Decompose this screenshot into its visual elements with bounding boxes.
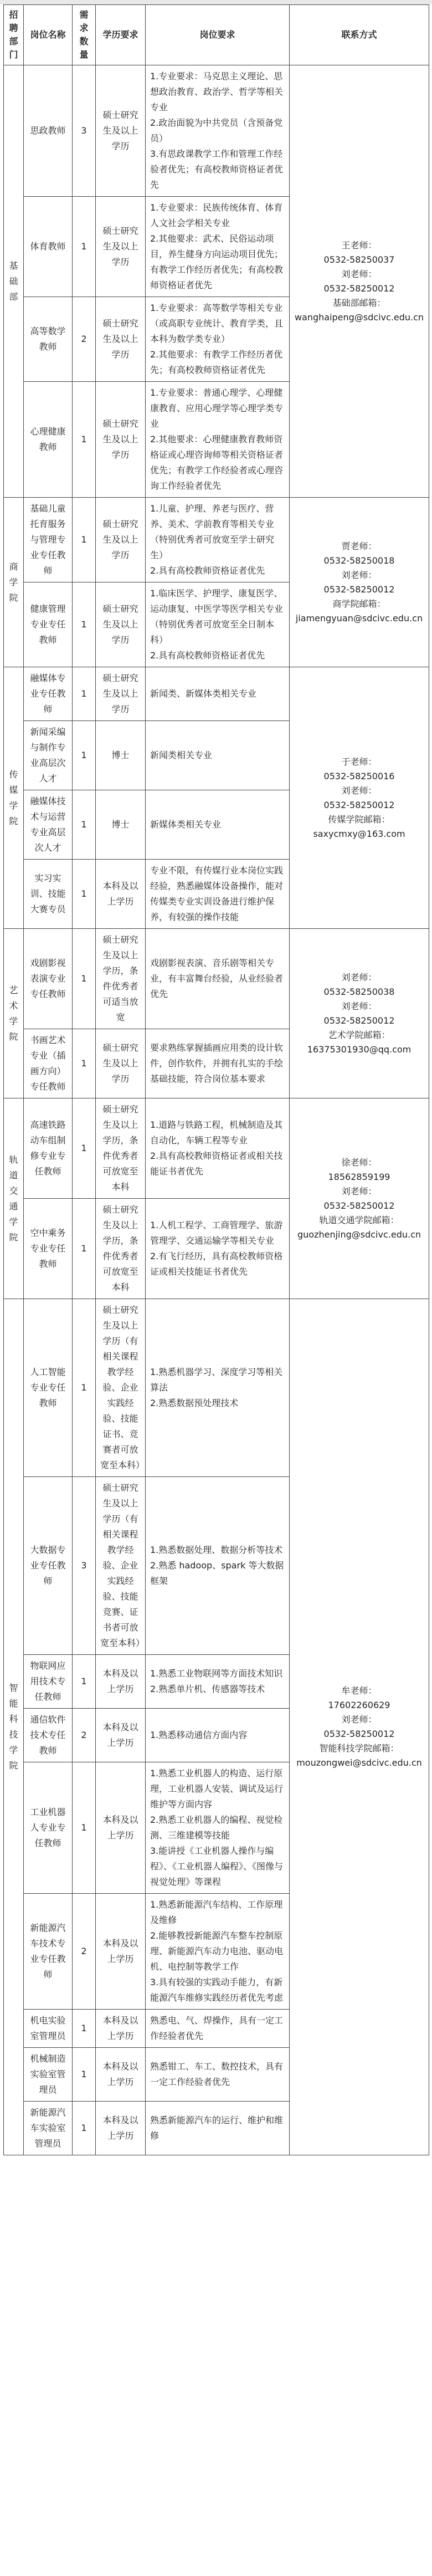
post-cell: 新闻采编与制作专业高层次人才 — [24, 721, 73, 790]
dept-cell: 基础部 — [4, 65, 24, 498]
edu-cell: 硕士研究生及以上学历，条件优秀者可适当放宽 — [96, 929, 146, 1029]
edu-cell: 本科及以上学历 — [96, 860, 146, 929]
table-row — [4, 929, 429, 1029]
requirement-cell: 新闻类相关专业 — [146, 721, 290, 790]
edu-cell: 硕士研究生及以上学历（有相关课程教学经验、企业实践经验、技能证书、竞赛者可放宽至本科） — [96, 1299, 146, 1477]
post-cell: 工业机器人专业专任教师 — [24, 1762, 73, 1894]
requirement-cell: 1.熟悉工业机器人的构造、运行原理，工业机器人安装、调试及运行维护等方面内容 2.熟悉工业机器人的编程、视觉检测、三维建模等技能 3.能讲授《工业机器人操作与编程》、《工业机器人编程》、《图像与视觉处理》等课程 — [146, 1762, 290, 1894]
top-edge-strip — [0, 0, 432, 4]
requirement-cell: 1.儿童、护理、养老与医疗、营养、美术、学前教育等相关专业（特别优秀者可放宽至学士研究生） 2.具有高校教师资格证者优先 — [146, 498, 290, 582]
header-contact: 联系方式 — [290, 5, 429, 65]
requirement-cell: 1.专业要求：高等数学等相关专业（或高职专业统计、教育学类，且本科为数学类专业） 2.其他要求：有教学工作经历者优先；有高校教师资格证者优先 — [146, 297, 290, 382]
post-cell: 物联网应用技术专任教师 — [24, 1655, 73, 1709]
count-cell: 1 — [73, 1029, 96, 1098]
edu-cell: 硕士研究生及以上学历 — [96, 382, 146, 498]
post-cell: 机电实验室管理员 — [24, 2010, 73, 2048]
requirement-cell: 1.熟悉工业物联网等方面技术知识 2.熟悉单片机、传感器等技术 — [146, 1655, 290, 1709]
post-cell: 实习实训、技能大赛专员 — [24, 860, 73, 929]
edu-cell: 硕士研究生及以上学历 — [96, 582, 146, 667]
count-cell: 2 — [73, 1709, 96, 1762]
post-cell: 高速铁路动车组制修专业专任教师 — [24, 1098, 73, 1199]
contact-cell: 徐老师： 18562859199 刘老师： 0532-58250012 轨道交通学院邮箱： guozhenjing@sdcivc.edu.cn — [290, 1098, 429, 1299]
requirement-cell: 1.熟悉移动通信方面内容 — [146, 1709, 290, 1762]
recruitment-table-wrapper — [3, 4, 429, 2155]
requirement-cell: 1.熟悉机器学习、深度学习等相关算法 2.熟悉数据预处理技术 — [146, 1299, 290, 1477]
post-cell: 新能源汽车实验室管理员 — [24, 2102, 73, 2155]
count-cell: 3 — [73, 65, 96, 197]
dept-cell: 艺术学院 — [4, 929, 24, 1098]
post-cell: 书画艺术专业（插画方向）专任教师 — [24, 1029, 73, 1098]
post-cell: 人工智能专业专任教师 — [24, 1299, 73, 1477]
requirement-cell: 戏剧影视表演、音乐剧等相关专业，有丰富舞台经验，从业经验者优先 — [146, 929, 290, 1029]
post-cell: 心理健康教师 — [24, 382, 73, 498]
count-cell: 1 — [73, 721, 96, 790]
post-cell: 基础儿童托育服务与管理专业专任教师 — [24, 498, 73, 582]
count-cell: 3 — [73, 1477, 96, 1655]
requirement-cell: 要求熟练掌握插画应用类的设计软件，创作软件，并拥有扎实的手绘基础技能，符合岗位基本要求 — [146, 1029, 290, 1098]
contact-cell: 刘老师： 0532-58250038 刘老师： 0532-58250012 艺术学院邮箱： 16375301930@qq.com — [290, 929, 429, 1098]
edu-cell: 硕士研究生及以上学历 — [96, 1029, 146, 1098]
count-cell: 1 — [73, 860, 96, 929]
requirement-cell: 专业不限，有传媒行业本岗位实践经验，熟悉融媒体设备操作，能对传媒类专业实训设备进行维护保养，有较强的操作技能 — [146, 860, 290, 929]
count-cell: 1 — [73, 582, 96, 667]
contact-cell: 王老师： 0532-58250037 刘老师： 0532-58250012 基础部邮箱： wanghaipeng@sdcivc.edu.cn — [290, 65, 429, 498]
contact-cell: 牟老师： 17602260629 刘老师： 0532-58250012 智能科技学院邮箱： mouzongwei@sdcivc.edu.cn — [290, 1299, 429, 2155]
requirement-cell: 1.道路与铁路工程，机械制造及其自动化，车辆工程等专业 2.具有高校教师资格证者或相关技能证书者优先 — [146, 1098, 290, 1199]
count-cell: 1 — [73, 1098, 96, 1199]
requirement-cell: 1.专业要求：普通心理学、心理健康教育、应用心理学等心理学类专业 2.其他要求：心理健康教育教师资格证或心理咨询师等相关资格证者优先；有教学工作经验者或心理咨询工作经验者优先 — [146, 382, 290, 498]
edu-cell: 硕士研究生及以上学历，条件优秀者可放宽至本科 — [96, 1199, 146, 1299]
requirement-cell: 1.专业要求：马克思主义理论、思想政治教育、政治学、哲学等相关专业 2.政治面貌为中共党员（含预备党员） 3.有思政课教学工作和管理工作经验者优先；有高校教师资格证者优先 — [146, 65, 290, 197]
header-req: 岗位要求 — [146, 5, 290, 65]
post-cell: 思政教师 — [24, 65, 73, 197]
post-cell: 高等数学教师 — [24, 297, 73, 382]
count-cell: 1 — [73, 2010, 96, 2048]
table-row — [4, 667, 429, 721]
table-body — [4, 65, 429, 2155]
post-cell: 新能源汽车技术专业专任教师 — [24, 1894, 73, 2010]
table-header-row — [4, 5, 429, 65]
count-cell: 1 — [73, 1655, 96, 1709]
requirement-cell: 熟悉新能源汽车的运行、维护和维修 — [146, 2102, 290, 2155]
post-cell: 通信软件技术专任教师 — [24, 1709, 73, 1762]
header-post: 岗位名称 — [24, 5, 73, 65]
requirement-cell: 熟悉钳工、车工、数控技术，具有一定工作经验者优先 — [146, 2048, 290, 2102]
dept-cell: 轨道交通学院 — [4, 1098, 24, 1299]
requirement-cell: 新媒体类相关专业 — [146, 790, 290, 860]
edu-cell: 本科及以上学历 — [96, 2102, 146, 2155]
requirement-cell: 1.熟悉新能源汽车结构、工作原理及维修 2.能够教授新能源汽车整车控制原理、新能源汽车动力电池、驱动电机、电控制等教学工作 3.具有较强的实践动手能力，有新能源汽车维修实践经历者优先考虑 — [146, 1894, 290, 2010]
header-dept: 招聘部门 — [4, 5, 24, 65]
post-cell: 戏剧影视表演专业专任教师 — [24, 929, 73, 1029]
requirement-cell: 新闻类、新媒体类相关专业 — [146, 667, 290, 721]
edu-cell: 硕士研究生及以上学历 — [96, 297, 146, 382]
count-cell: 2 — [73, 1894, 96, 2010]
edu-cell: 硕士研究生及以上学历（有相关课程教学经验、企业实践经验、技能竞赛、证书者可放宽至本科） — [96, 1477, 146, 1655]
post-cell: 健康管理专业专任教师 — [24, 582, 73, 667]
edu-cell: 硕士研究生及以上学历 — [96, 498, 146, 582]
requirement-cell: 1.专业要求：民族传统体育、体育人文社会学相关专业 2.其他要求：武术、民俗运动项目，养生健身方向运动项目优先；有教学工作经历者优先；有高校教师资格证者优先 — [146, 197, 290, 297]
edu-cell: 本科及以上学历 — [96, 2010, 146, 2048]
edu-cell: 博士 — [96, 790, 146, 860]
post-cell: 大数据专业专任教师 — [24, 1477, 73, 1655]
count-cell: 1 — [73, 2102, 96, 2155]
edu-cell: 硕士研究生及以上学历 — [96, 197, 146, 297]
count-cell: 1 — [73, 929, 96, 1029]
post-cell: 机械制造实验室管理员 — [24, 2048, 73, 2102]
edu-cell: 本科及以上学历 — [96, 1762, 146, 1894]
count-cell: 1 — [73, 197, 96, 297]
header-edu: 学历要求 — [96, 5, 146, 65]
edu-cell: 本科及以上学历 — [96, 1655, 146, 1709]
edu-cell: 本科及以上学历 — [96, 2048, 146, 2102]
edu-cell: 硕士研究生及以上学历 — [96, 667, 146, 721]
count-cell: 2 — [73, 297, 96, 382]
table-row — [4, 498, 429, 582]
count-cell: 1 — [73, 382, 96, 498]
count-cell: 1 — [73, 1199, 96, 1299]
dept-cell: 智能科技学院 — [4, 1299, 24, 2155]
post-cell: 融媒体专业专任教师 — [24, 667, 73, 721]
table-row — [4, 1098, 429, 1199]
post-cell: 体育教师 — [24, 197, 73, 297]
edu-cell: 硕士研究生及以上学历，条件优秀者可放宽至本科 — [96, 1098, 146, 1199]
post-cell: 空中乘务专业专任教师 — [24, 1199, 73, 1299]
count-cell: 1 — [73, 498, 96, 582]
contact-cell: 贾老师： 0532-58250018 刘老师： 0532-58250012 商学院邮箱： jiamengyuan@sdcivc.edu.cn — [290, 498, 429, 667]
count-cell: 1 — [73, 790, 96, 860]
recruitment-table — [3, 4, 429, 2155]
contact-cell: 于老师： 0532-58250016 刘老师： 0532-58250012 传媒学院邮箱： saxycmxy@163.com — [290, 667, 429, 929]
requirement-cell: 1.熟悉数据处理、数据分析等技术 2.熟悉 hadoop、spark 等大数据框架 — [146, 1477, 290, 1655]
count-cell: 1 — [73, 1299, 96, 1477]
count-cell: 1 — [73, 2048, 96, 2102]
header-count: 需求数量 — [73, 5, 96, 65]
dept-cell: 商学院 — [4, 498, 24, 667]
requirement-cell: 1.临床医学、护理学、康复医学、运动康复、中医学等医学相关专业（特别优秀者可放宽至全日制本科） 2.具有高校教师资格证者优先 — [146, 582, 290, 667]
count-cell: 1 — [73, 667, 96, 721]
count-cell: 1 — [73, 1762, 96, 1894]
edu-cell: 本科及以上学历 — [96, 1894, 146, 2010]
edu-cell: 硕士研究生及以上学历 — [96, 65, 146, 197]
post-cell: 融媒体技术与运营专业高层次人才 — [24, 790, 73, 860]
requirement-cell: 熟悉电、气、焊操作，具有一定工作经验者优先 — [146, 2010, 290, 2048]
table-row — [4, 65, 429, 197]
dept-cell: 传媒学院 — [4, 667, 24, 929]
table-row — [4, 1299, 429, 1477]
edu-cell: 本科及以上学历 — [96, 1709, 146, 1762]
edu-cell: 博士 — [96, 721, 146, 790]
requirement-cell: 1.人机工程学、工商管理学、旅游管理学、交通运输学等相关专业 2.有飞行经历，具有高校教师资格证或相关技能证书者优先 — [146, 1199, 290, 1299]
